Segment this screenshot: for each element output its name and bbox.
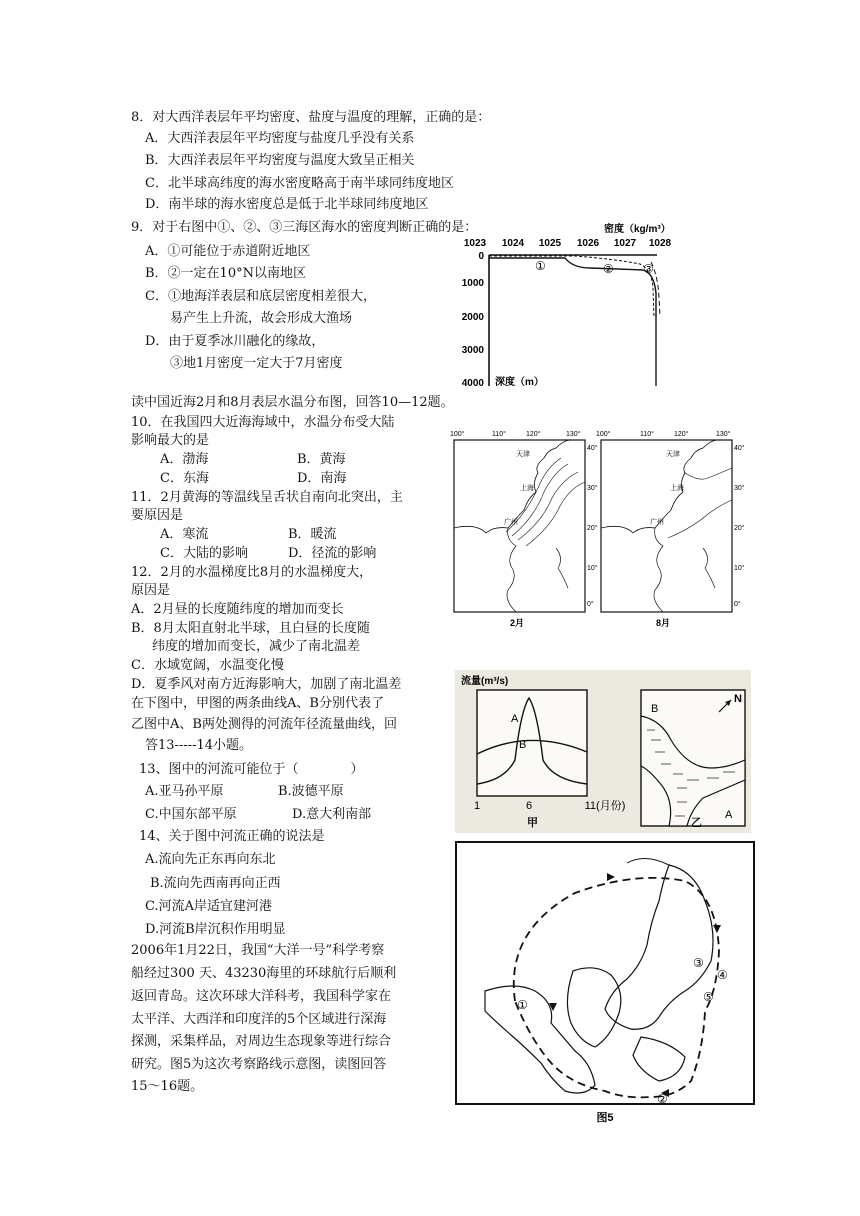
feb-lon-130: 130° [566,431,581,438]
feb-isotherm-4 [526,482,585,546]
passage-15-16-line2: 船经过300 天、43230海里的环球航行后顺利 [131,966,397,981]
aug-city-tianjin: 天津 [666,451,680,458]
q12-stem-line2: 原因是 [131,583,171,598]
north-label: N [734,693,742,705]
station-3: ③ [693,956,704,970]
q8-option-d: D．南半球的海水密度总是低于北半球同纬度地区 [145,197,429,212]
passage-15-16-line6: 研究。图5为这次考察路线示意图，读图回答 [131,1057,387,1072]
curve-b-label: B [519,739,527,751]
aug-lon-110: 110° [640,431,654,438]
density-tick-1024: 1024 [501,238,525,249]
passage-15-16-line7: 15～16题。 [131,1079,204,1094]
q11-option-b: B．暖流 [288,527,337,542]
feb-islands [556,548,568,588]
bank-b-label: B [651,703,659,715]
feb-lat-40: 40° [587,445,598,452]
depth-tick-4000: 4000 [461,378,484,389]
q13-option-d: D.意大利南部 [292,807,372,822]
q14-stem: 14、关于图中河流正确的说法是 [139,829,325,844]
q12-option-b-line2: 纬度的增加而变长，减少了南北温差 [152,639,361,654]
jia-caption: 甲 [527,817,538,829]
q8-option-a: A．大西洋表层年平均密度与盐度几乎没有关系 [145,131,415,146]
station-4: ④ [717,968,728,982]
month-1: 1 [473,800,481,812]
q14-option-b: B.流向先西南再向正西 [150,876,281,891]
aug-islands [703,548,715,588]
q10-stem-line2: 影响最大的是 [131,433,210,448]
q14-option-c: C.河流A岸适宜建河港 [145,899,273,914]
q12-option-a: A．2月昼的长度随纬度的增加而变长 [131,602,344,617]
feb-city-guangzhou: 广州 [504,519,518,526]
feb-isotherm-2 [512,464,568,536]
density-tick-1026: 1026 [576,238,600,249]
river-runoff-figures [455,670,751,833]
q10-option-b: B．黄海 [297,452,346,467]
feb-city-shanghai: 上海 [520,485,534,492]
q8-stem: 8．对大西洋表层年平均密度、盐度与温度的理解，正确的是： [131,110,491,125]
depth-axis-title: 深度（m） [495,377,544,388]
aug-isotherm-2 [684,468,732,479]
density-tick-1025: 1025 [538,238,562,249]
route-map-frame [456,842,754,1104]
density-curve-solid [489,258,656,386]
depth-tick-0: 0 [478,251,484,262]
intro-13-14-line2: 乙图中A、B两处测得的河流年径流量曲线，回 [131,717,397,732]
q12-stem-line1: 12．2月的水温梯度比8月的水温梯度大， [131,565,373,580]
station-1: ① [517,998,528,1012]
station-2: ② [657,1092,668,1106]
feb-lat-30: 30° [587,485,598,492]
q10-stem-line1: 10．在我国四大近海海域中，水温分布受大陆 [131,415,395,430]
density-axis-title: 密度（kg/m³） [604,224,671,235]
feb-peninsula [507,528,516,612]
feb-lat-0: 0° [587,601,594,608]
q12-option-c: C．水域宽阔，水温变化慢 [131,658,284,673]
q10-option-d: D．南海 [297,471,347,486]
feb-lat-10: 10° [587,565,598,572]
q14-option-d: D.河流B岸沉积作用明显 [145,922,286,937]
density-tick-1028: 1028 [648,238,672,249]
q13-option-c: C.中国东部平原 [145,807,237,822]
q9-option-c-line2: 易产生上升流，故会形成大渔场 [170,311,353,326]
month-11: 11(月份) [584,800,626,812]
aug-lat-40: 40° [734,445,745,452]
q9-option-b: B．②一定在10°N以南地区 [145,266,306,281]
q11-stem-line2: 要原因是 [131,508,184,523]
q9-stem: 9．对于右图中①、②、③三海区海水的密度判断正确的是： [131,220,478,235]
feb-lon-110: 110° [492,431,506,438]
q8-option-c: C．北半球高纬度的海水密度略高于南半球同纬度地区 [145,176,454,191]
month-6: 6 [525,800,533,812]
curve-label-2: ② [603,262,614,276]
q13-option-b: B.波德平原 [278,784,344,799]
q12-option-d: D．夏季风对南方近海影响大，加剧了南北温差 [131,677,402,692]
density-depth-chart [455,218,700,390]
q9-option-d-line1: D．由于夏季冰川融化的缘故， [145,334,325,349]
aug-lat-20: 20° [734,525,745,532]
depth-tick-1000: 1000 [461,278,484,289]
q12-option-b-line1: B．8月太阳直射北半球，且白昼的长度随 [131,621,370,636]
intro-10-12: 读中国近海2月和8月表层水温分布图，回答10—12题。 [131,395,454,410]
aug-lon-130: 130° [716,431,731,438]
q13-option-a: A.亚马孙平原 [145,784,224,799]
q14-option-a: A.流向先正东再向东北 [145,852,276,867]
feb-lon-120: 120° [526,431,541,438]
feb-map-caption: 2月 [510,618,525,628]
station-5: ⑤ [703,990,714,1004]
density-curve-dotted [489,256,654,318]
sea-temperature-maps [446,428,751,633]
q9-option-a: A．①可能位于赤道附近地区 [145,244,311,259]
feb-city-tianjin: 天津 [516,451,530,458]
q8-option-b: B．大西洋表层年平均密度与温度大致呈正相关 [145,153,415,168]
feb-isotherm-3 [518,472,578,540]
feb-lat-20: 20° [587,525,598,532]
runoff-axis-title: 流量(m³/s) [461,676,509,687]
aug-isotherm-1 [668,500,732,538]
aug-lon-100: 100° [596,431,611,438]
figure-5-caption: 图5 [596,1112,614,1124]
aug-map-caption: 8月 [656,618,671,628]
aug-map-frame [601,440,732,612]
depth-tick-3000: 3000 [461,345,484,356]
q9-option-d-line2: ③地1月密度一定大于7月密度 [170,356,343,371]
density-tick-1023: 1023 [463,238,487,249]
aug-city-guangzhou: 广州 [650,519,664,526]
bank-a-label: A [725,809,733,821]
aug-lon-120: 120° [674,431,689,438]
intro-13-14-line3: 答13-----14小题。 [145,738,253,753]
expedition-route-map [455,841,755,1127]
q9-option-c-line1: C．①地海洋表层和底层密度相差很大， [145,289,376,304]
curve-label-1: ① [535,259,546,273]
passage-15-16-line1: 2006年1月22日，我国“大洋一号”科学考察 [131,943,385,958]
curve-label-3: ③ [643,262,654,276]
aug-peninsula [654,528,663,612]
passage-15-16-line4: 太平洋、大西洋和印度洋的5个区域进行深海 [131,1012,387,1027]
q11-stem-line1: 11．2月黄海的等温线呈舌状自南向北突出，主 [131,490,403,505]
aug-lat-0: 0° [734,601,741,608]
q11-option-c: C．大陆的影响 [160,546,248,561]
density-tick-1027: 1027 [613,238,637,249]
q13-stem: 13、图中的河流可能位于（ ） [139,762,364,777]
q11-option-a: A．寒流 [160,527,209,542]
feb-lon-100: 100° [450,431,465,438]
q11-option-d: D．径流的影响 [288,546,377,561]
aug-lat-10: 10° [734,565,745,572]
passage-15-16-line3: 返回青岛。这次环球大洋科考，我国科学家在 [131,989,392,1004]
q10-option-a: A．渤海 [160,452,209,467]
q10-option-c: C．东海 [160,471,209,486]
intro-13-14-line1: 在下图中，甲图的两条曲线A、B分别代表了 [131,696,384,711]
passage-15-16-line5: 探测，采集样品，对周边生态现象等进行综合 [131,1034,392,1049]
aug-lat-30: 30° [734,485,745,492]
aug-city-shanghai: 上海 [670,485,684,492]
depth-tick-2000: 2000 [461,312,484,323]
curve-a-label: A [511,713,519,725]
yi-caption: 乙 [691,817,702,829]
